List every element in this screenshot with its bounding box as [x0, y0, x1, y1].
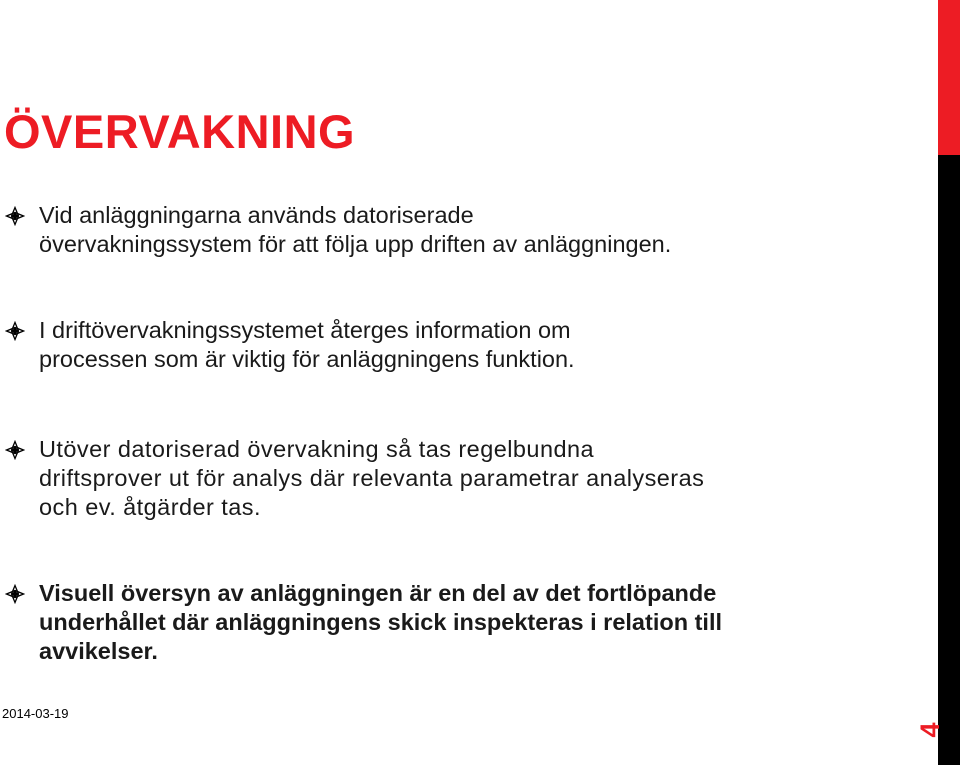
bullet-line: Utöver datoriserad övervakning så tas regelbundna — [39, 436, 595, 462]
bullet-line: övervakningssystem för att följa upp driften av anläggningen. — [39, 231, 672, 257]
bullet-item-3 — [0, 435, 930, 522]
bullet-line: Visuell översyn av anläggningen är en del av det fortlöpande — [39, 580, 717, 606]
bullet-text — [39, 579, 930, 666]
page-number: 4 — [915, 722, 945, 738]
bullet-line: processen som är viktig för anläggningens funktion. — [39, 346, 575, 372]
bullet-line: driftsprover ut för analys där relevanta parametrar analyseras — [39, 465, 705, 491]
bullet-item-1 — [0, 201, 930, 259]
bullet-line: underhållet där anläggningens skick inspekteras i relation till — [39, 609, 723, 635]
bullet-item-2 — [0, 316, 930, 374]
bullet-text — [39, 316, 930, 374]
bullet-item-4 — [0, 579, 930, 666]
slide-title: ÖVERVAKNING — [4, 105, 356, 158]
bullet-text — [39, 201, 930, 259]
bullet-line: I driftövervakningssystemet återges information om — [39, 317, 571, 343]
diamond-bullet-icon — [5, 440, 25, 460]
bullet-text — [39, 435, 930, 522]
decorative-side-bar — [938, 0, 960, 765]
bullet-line: Vid anläggningarna används datoriserade — [39, 202, 474, 228]
side-bar-dark — [938, 155, 960, 765]
bullet-line: avvikelser. — [39, 638, 158, 664]
bullet-line: och ev. åtgärder tas. — [39, 494, 261, 520]
slide-date: 2014-03-19 — [2, 706, 69, 721]
diamond-bullet-icon — [5, 584, 25, 604]
diamond-bullet-icon — [5, 206, 25, 226]
diamond-bullet-icon — [5, 321, 25, 341]
side-bar-accent — [938, 0, 960, 155]
